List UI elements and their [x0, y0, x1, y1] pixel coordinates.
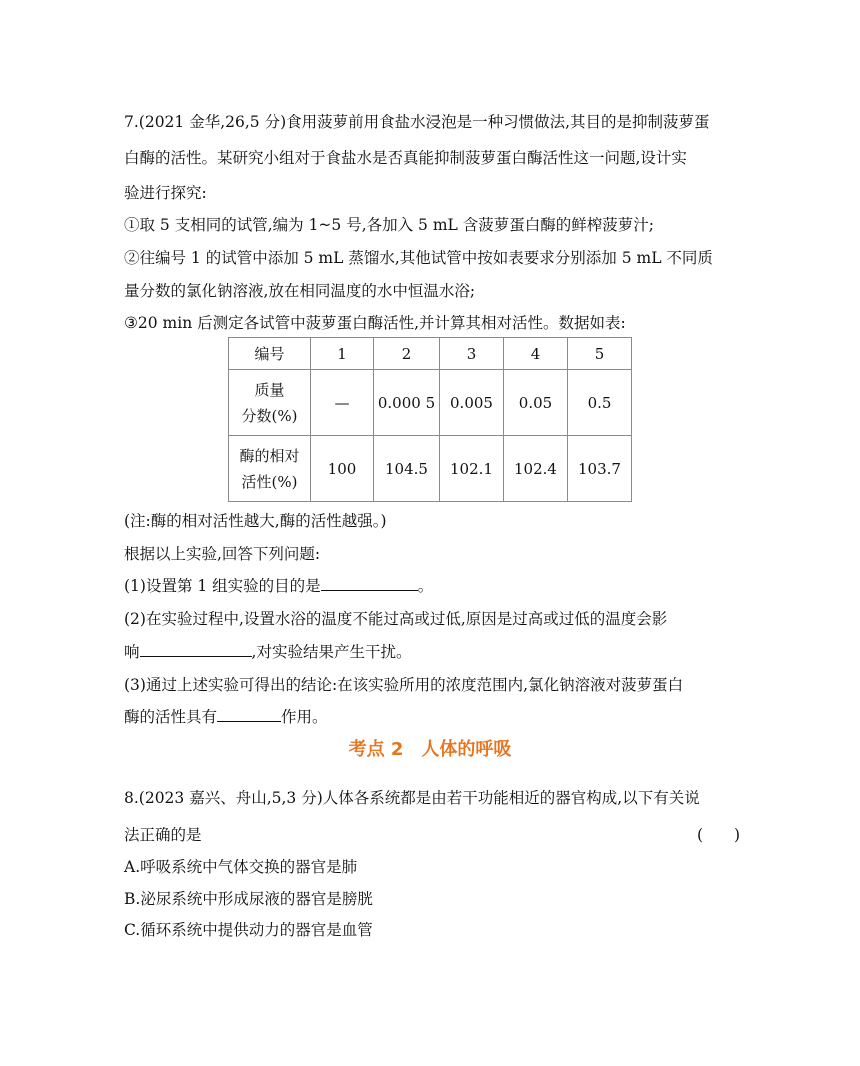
table-header-cell: 4 — [504, 338, 568, 370]
table-cell: 100 — [311, 436, 374, 502]
q7-subquestion-2-line-1: (2)在实验过程中,设置水浴的温度不能过高或过低,原因是过高或过低的温度会影 — [124, 610, 668, 628]
sub3-end: 作用。 — [281, 708, 328, 726]
section-title: 考点 2 人体的呼吸 — [348, 739, 512, 760]
q7-subquestion-1 — [124, 574, 433, 598]
q7-intro: 根据以上实验,回答下列问题: — [124, 545, 321, 563]
q8-option-a: A.呼吸系统中气体交换的器官是肺 — [124, 858, 358, 876]
table-row — [229, 338, 632, 370]
q7-step-2-line-1: ②往编号 1 的试管中添加 5 mL 蒸馏水,其他试管中按如表要求分别添加 5 mL 不同质 — [124, 249, 713, 267]
q7-step-2-line-2: 量分数的氯化钠溶液,放在相同温度的水中恒温水浴; — [124, 282, 476, 300]
table-cell: 104.5 — [374, 436, 440, 502]
table-label-line: 酶的相对 — [239, 446, 300, 465]
answer-blank-3[interactable] — [217, 705, 281, 722]
table-cell: 0.05 — [504, 370, 568, 436]
sub2-end: ,对实验结果产生干扰。 — [251, 643, 412, 661]
table-row-label — [229, 436, 311, 502]
q8-stem-line-1: 8.(2023 嘉兴、舟山,5,3 分)人体各系统都是由若干功能相近的器官构成,以下有关说 — [124, 789, 700, 807]
sub1-text: (1)设置第 1 组实验的目的是 — [124, 577, 321, 595]
q7-subquestion-3-line-2 — [124, 705, 328, 729]
table-row — [229, 370, 632, 436]
table-header-cell: 编号 — [229, 338, 311, 370]
q7-stem-line-3: 验进行探究: — [124, 184, 207, 202]
table-label-line: 质量 — [254, 380, 285, 399]
answer-blank-2[interactable] — [140, 640, 252, 657]
table-cell: 102.1 — [440, 436, 504, 502]
q7-step-1: ①取 5 支相同的试管,编为 1~5 号,各加入 5 mL 含菠萝蛋白酶的鲜榨菠萝汁; — [124, 216, 654, 234]
sub3-text: 酶的活性具有 — [124, 708, 218, 726]
table-cell: 0.000 5 — [374, 370, 440, 436]
sub1-end: 。 — [417, 577, 434, 595]
q7-subquestion-2-line-2 — [124, 640, 411, 664]
table-cell: 0.5 — [568, 370, 632, 436]
table-label-line: 分数(%) — [241, 406, 298, 425]
table-row-label — [229, 370, 311, 436]
q7-stem-line-1: 7.(2021 金华,26,5 分)食用菠萝前用食盐水浸泡是一种习惯做法,其目的是抑制菠萝蛋 — [124, 113, 710, 131]
table-cell: — — [311, 370, 374, 436]
sub2-text: 响 — [124, 643, 140, 661]
table-header-cell: 2 — [374, 338, 440, 370]
data-table — [228, 337, 632, 502]
q8-option-c: C.循环系统中提供动力的器官是血管 — [124, 921, 373, 939]
table-header-cell: 3 — [440, 338, 504, 370]
q8-stem-line-2: 法正确的是 — [124, 826, 202, 844]
q7-step-3: ③20 min 后测定各试管中菠萝蛋白酶活性,并计算其相对活性。数据如表: — [124, 314, 626, 332]
table-cell: 103.7 — [568, 436, 632, 502]
table-header-cell: 1 — [311, 338, 374, 370]
table-cell: 0.005 — [440, 370, 504, 436]
table-row — [229, 436, 632, 502]
q8-option-b: B.泌尿系统中形成尿液的器官是膀胱 — [124, 890, 373, 908]
q7-note: (注:酶的相对活性越大,酶的活性越强。) — [124, 512, 387, 530]
table-header-cell: 5 — [568, 338, 632, 370]
answer-blank-1[interactable] — [321, 574, 418, 591]
table-label-line: 活性(%) — [241, 472, 298, 491]
answer-parentheses[interactable]: ( ) — [697, 826, 741, 844]
q7-stem-line-2: 白酶的活性。某研究小组对于食盐水是否真能抑制菠萝蛋白酶活性这一问题,设计实 — [124, 149, 687, 167]
table-cell: 102.4 — [504, 436, 568, 502]
q7-subquestion-3-line-1: (3)通过上述实验可得出的结论:在该实验所用的浓度范围内,氯化钠溶液对菠萝蛋白 — [124, 676, 684, 694]
